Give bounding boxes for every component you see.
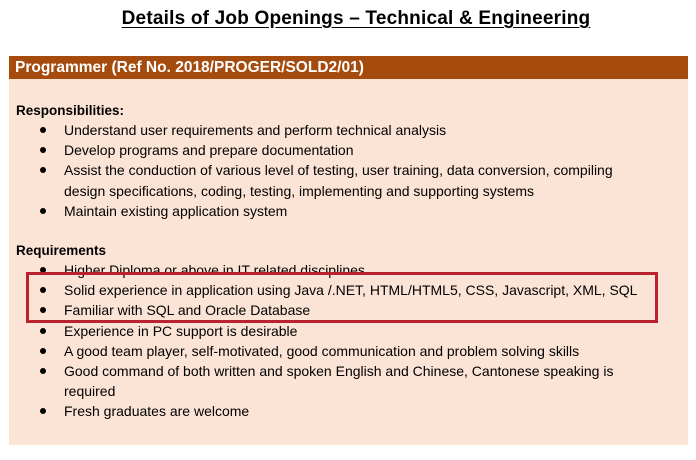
list-item: [9, 140, 644, 160]
list-item-text: Good command of both written and spoken English and Chinese, Cantonese speaking is required: [64, 363, 614, 400]
list-item: [9, 120, 644, 140]
bullet-icon: [40, 147, 46, 153]
list-item: [9, 321, 644, 341]
list-item-text: Maintain existing application system: [64, 202, 288, 219]
list-item-text: A good team player, self-motivated, good communication and problem solving skills: [64, 342, 580, 359]
bullet-icon: [40, 348, 46, 354]
requirements-list: [9, 260, 644, 422]
bullet-icon: [40, 328, 46, 334]
list-item-text: Solid experience in application using Java /.NET, HTML/HTML5, CSS, Javascript, XML, SQL: [64, 282, 638, 299]
list-item: [9, 300, 644, 320]
list-item: [9, 160, 644, 200]
requirements-heading: Requirements: [16, 243, 107, 258]
page-title: Details of Job Openings – Technical & Engineering: [121, 8, 591, 29]
list-item-text: Assist the conduction of various level of testing, user training, data conversion, compiling design specifications, coding, testing, implementing and supporting systems: [64, 162, 613, 199]
bullet-icon: [40, 307, 46, 313]
bullet-icon: [40, 368, 46, 374]
bullet-icon: [40, 408, 46, 414]
list-item: [9, 260, 644, 280]
list-item: [9, 401, 644, 421]
list-item-text: Develop programs and prepare documentation: [64, 142, 354, 159]
responsibilities-list: [9, 120, 644, 221]
list-item-text: Experience in PC support is desirable: [64, 322, 298, 339]
list-item: [9, 201, 644, 221]
list-item: [9, 341, 644, 361]
list-item-text: Fresh graduates are welcome: [64, 403, 250, 420]
bullet-icon: [40, 267, 46, 273]
list-item-text: Understand user requirements and perform technical analysis: [64, 122, 447, 138]
bullet-icon: [40, 287, 46, 293]
list-item-text: Higher Diploma or above in IT related disciplines: [64, 262, 365, 278]
bullet-icon: [40, 208, 46, 214]
bullet-icon: [40, 167, 46, 173]
job-card: [9, 56, 688, 445]
list-item: [9, 280, 644, 300]
list-item-text: Familiar with SQL and Oracle Database: [64, 302, 311, 319]
list-item: [9, 361, 644, 401]
bullet-icon: [40, 127, 46, 133]
job-header: Programmer (Ref No. 2018/PROGER/SOLD2/01): [9, 56, 688, 79]
responsibilities-heading: Responsibilities:: [16, 103, 125, 118]
